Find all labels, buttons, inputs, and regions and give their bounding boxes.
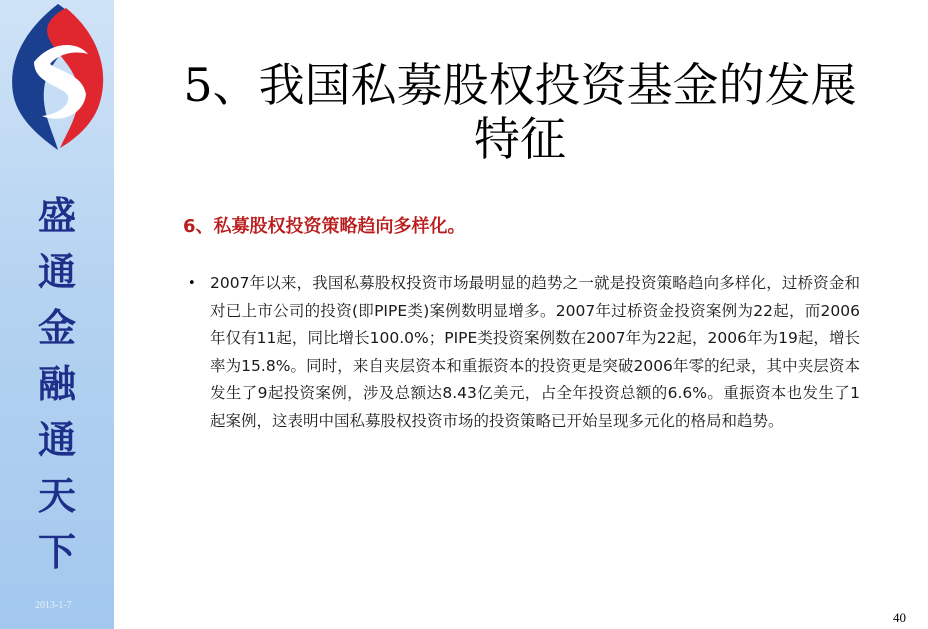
slogan-char: 融 xyxy=(37,361,76,406)
slide-title-line: 5、我国私募股权投资基金的发展 xyxy=(183,58,857,112)
company-logo-icon xyxy=(4,2,112,152)
slogan-char: 天 xyxy=(37,473,76,518)
slogan-char: 下 xyxy=(37,529,76,574)
slide-title-line: 特征 xyxy=(474,112,566,166)
slogan-char: 通 xyxy=(37,249,76,294)
slogan-char: 盛 xyxy=(37,193,76,238)
section-subtitle: 6、私募股权投资策略趋向多样化。 xyxy=(183,216,466,237)
slide-title xyxy=(120,58,920,166)
slogan-char: 通 xyxy=(37,417,76,462)
left-sidebar xyxy=(0,0,114,629)
page-number: 40 xyxy=(893,610,906,625)
bullet-text: 2007年以来，我国私募股权投资市场最明显的趋势之一就是投资策略趋向多样化，过桥资金和对已上市公司的投资(即PIPE类)案例数明显增多。2007年过桥资金投资案例为22起，而2006年仅有11起，同比增长100.0%；PIPE类投资案例数在2007年为22起，2006年为19起，增长率为15.8%。同时，来自夹层资本和重振资本的投资更是突破2006年零的纪录，其中夹层资本发生了9起投资案例，涉及总额达8.43亿美元，占全年投资总额的6.6%。重振资本也发生了1起案例，这表明中国私募股权投资市场的投资策略已开始呈现多元化的格局和趋势。 xyxy=(210,274,860,430)
slide-date: 2013-1-7 xyxy=(35,600,72,611)
bullet-item xyxy=(188,270,868,435)
sidebar-slogan xyxy=(20,188,94,580)
slogan-char: 金 xyxy=(37,305,76,350)
bullet-dot-icon: • xyxy=(188,276,196,291)
